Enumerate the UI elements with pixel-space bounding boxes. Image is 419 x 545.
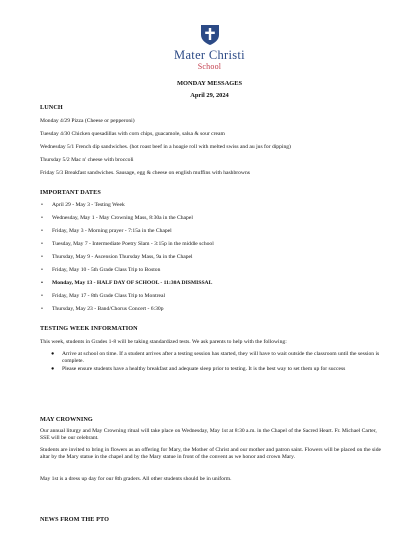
- date-item: • Friday, May 17 - 8th Grade Class Trip to Montreal: [52, 293, 382, 300]
- lunch-item: Monday 4/29 Pizza (Cheese or pepperoni): [40, 118, 135, 124]
- testing-heading: TESTING WEEK INFORMATION: [40, 325, 138, 332]
- date-item: • Friday, May 10 - 5th Grade Class Trip to Boston: [52, 267, 382, 274]
- crowning-heading: MAY CROWNING: [40, 416, 93, 423]
- pto-heading: NEWS FROM THE PTO: [40, 516, 110, 523]
- school-name: Mater Christi: [174, 48, 245, 62]
- lunch-heading: LUNCH: [40, 104, 63, 111]
- date-item: • Tuesday, May 7 - Intermediate Poetry Slam - 3:15p in the middle school: [52, 241, 382, 248]
- lunch-item: Tuesday 4/30 Chicken quesadillas with corn chips, guacamole, salsa & sour cream: [40, 131, 225, 137]
- date-item: • Thursday, May 9 - Ascension Thursday Mass, 9a in the Chapel: [52, 254, 382, 261]
- shield-cross-icon: [200, 24, 220, 46]
- testing-intro: This week, students in Grades 1-8 will be taking standardized tests. We ask parents to help with the following:: [40, 339, 287, 345]
- date-item: • Thursday, May 23 - Band/Chorus Concert - 6:30p: [52, 306, 382, 313]
- date-item-highlight: • Monday, May 13 - HALF DAY OF SCHOOL - 11:30A DISMISSAL: [52, 280, 382, 287]
- school-logo: [0, 24, 419, 46]
- date-item: • Friday, May 3 - Morning prayer - 7:15a in the Chapel: [52, 228, 382, 235]
- crowning-paragraph: May 1st is a dress up day for our 8th graders. All other students should be in uniform.: [40, 476, 232, 482]
- lunch-item: Wednesday 5/1 French dip sandwiches. (hot roast beef in a hoagie roll with melted swiss and au jus for dipping): [40, 144, 291, 150]
- lunch-item: Friday 5/3 Breakfast sandwiches. Sausage, egg & cheese on english muffins with hashbrowns: [40, 170, 250, 176]
- date-item: • April 29 - May 3 - Testing Week: [52, 202, 382, 209]
- testing-bullet: ● Arrive at school on time. If a student arrives after a testing session has started, they will have to wait outside the classroom until the session is complete.: [62, 351, 380, 364]
- crowning-paragraph: Students are invited to bring in flowers as an offering for Mary, the Mother of Christ and our mother and patron saint. Flowers will be placed on the side altar by the Mary statue in the chapel and by the Mary statue in front of the convent as we honor and crown Mary.: [40, 447, 381, 461]
- page-date: April 29, 2024: [190, 92, 229, 99]
- lunch-item: Thursday 5/2 Mac n' cheese with broccoli: [40, 157, 134, 163]
- page-title: MONDAY MESSAGES: [176, 80, 243, 87]
- date-item: • Wednesday, May 1 - May Crowning Mass, 8:30a in the Chapel: [52, 215, 382, 222]
- testing-bullet: ● Please ensure students have a healthy breakfast and adequate sleep prior to testing. It is the best way to set them up for success: [62, 366, 380, 373]
- school-subtitle: School: [197, 62, 222, 71]
- dates-heading: IMPORTANT DATES: [40, 189, 101, 196]
- crowning-paragraph: Our annual liturgy and May Crowning ritual will take place on Wednesday, May 1st at 8:30 a.m. in the Chapel of the Sacred Heart. Fr. Michael Carter, SSE will be our celebrant.: [40, 428, 377, 442]
